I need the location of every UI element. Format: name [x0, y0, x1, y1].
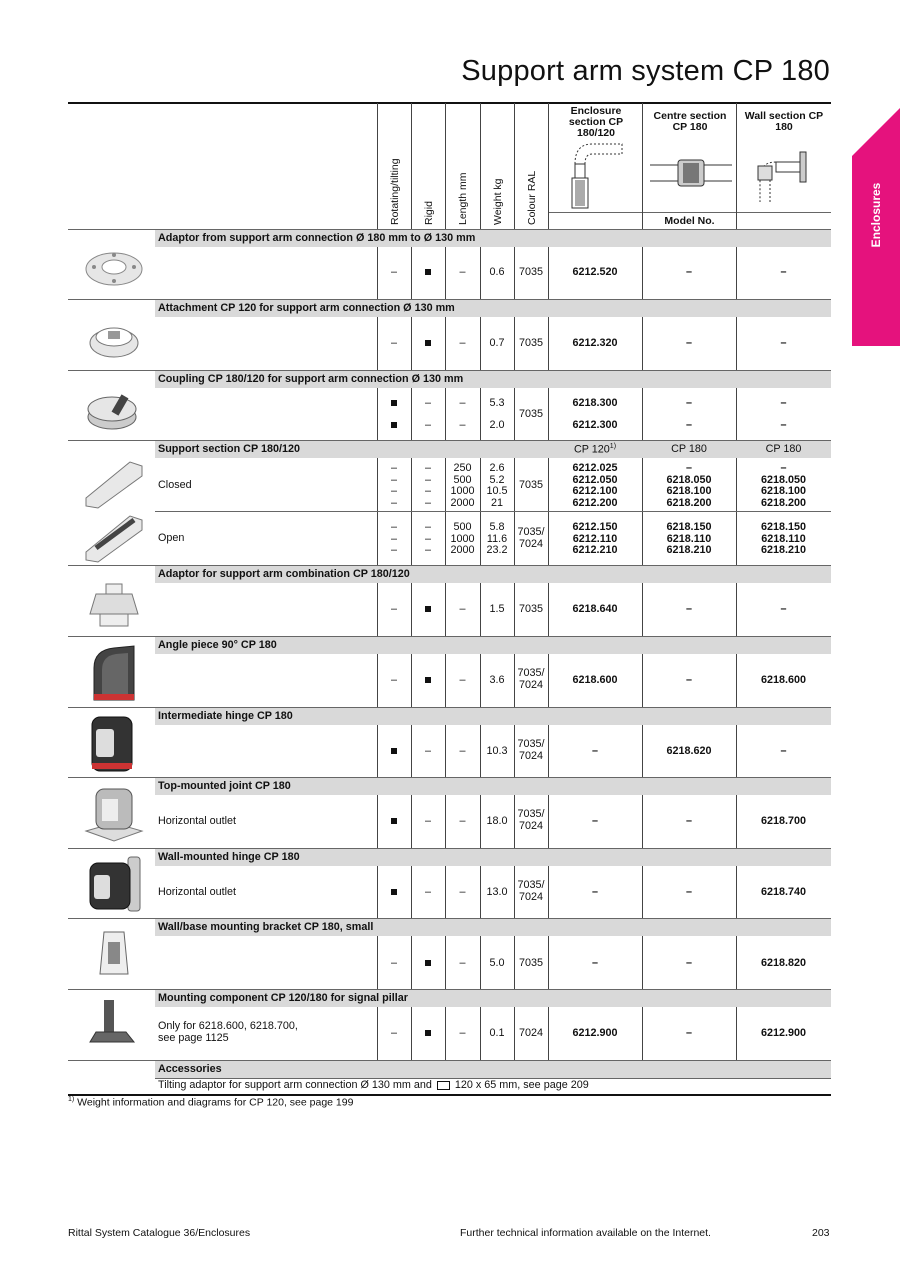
- support-open-rotating: – – –: [390, 521, 397, 556]
- footer-catalogue: Rittal System Catalogue 36/Enclosures: [68, 1227, 251, 1239]
- filled-square-icon: [425, 269, 431, 275]
- coupling-weight-2: 2.0: [489, 419, 505, 431]
- support-open-weight: 5.8 11.6 23.2: [486, 521, 508, 556]
- group-title: Adaptor for support arm combination CP 180/120: [158, 568, 410, 580]
- group-title: Angle piece 90° CP 180: [158, 639, 277, 651]
- group-title: Intermediate hinge CP 180: [158, 710, 293, 722]
- support-closed-ral: 7035: [518, 479, 544, 491]
- angle-length: –: [459, 674, 466, 686]
- support-closed-centre: – 6218.050 6218.100 6218.200: [666, 462, 712, 509]
- table-top-rule: [68, 102, 831, 104]
- topjoint-length: –: [459, 815, 466, 827]
- angle-wall: 6218.600: [760, 674, 807, 686]
- attachment-rotating: –: [390, 337, 397, 349]
- wallhinge-rotating: [377, 886, 411, 898]
- group-title: Attachment CP 120 for support arm connection Ø 130 mm: [158, 302, 455, 314]
- mounting-weight: 0.1: [489, 1027, 505, 1039]
- mounting-label: Only for 6218.600, 6218.700, see page 1125: [158, 1020, 298, 1044]
- coupling-wall-1: –: [780, 397, 787, 409]
- topjoint-enclosure: –: [591, 815, 598, 827]
- hinge-weight: 10.3: [486, 745, 508, 757]
- filled-square-icon: [425, 677, 431, 683]
- product-image-bracket: [82, 928, 146, 980]
- filled-square-icon: [391, 889, 397, 895]
- coupling-ral: 7035: [518, 408, 544, 420]
- coupling-weight-1: 5.3: [489, 397, 505, 409]
- mounting-rotating: –: [390, 1027, 397, 1039]
- mounting-rigid: [411, 1027, 445, 1039]
- mounting-centre: –: [685, 1027, 692, 1039]
- product-image-attachment: [82, 315, 146, 365]
- hinge-rotating: [377, 745, 411, 757]
- attachment-ral: 7035: [518, 337, 544, 349]
- footer-info: Further technical information available on the Internet.: [460, 1227, 711, 1239]
- support-closed-rotating: – – – –: [390, 462, 397, 509]
- filled-square-icon: [391, 748, 397, 754]
- centre-section-diagram: [648, 155, 734, 191]
- accessories-title: Accessories: [158, 1063, 222, 1075]
- angle-enclosure: 6218.600: [572, 674, 618, 686]
- accessories-text: Tilting adaptor for support arm connection Ø 130 mm and 120 x 65 mm, see page 209: [158, 1079, 589, 1091]
- support-open-centre: 6218.150 6218.110 6218.210: [666, 521, 712, 556]
- row-divider: [155, 511, 831, 512]
- bracket-weight: 5.0: [489, 957, 505, 969]
- adaptor-ral: 7035: [518, 266, 544, 278]
- group-title: Coupling CP 180/120 for support arm connection Ø 130 mm: [158, 373, 464, 385]
- wallhinge-enclosure: –: [591, 886, 598, 898]
- filled-square-icon: [391, 818, 397, 824]
- bracket-rotating: –: [390, 957, 397, 969]
- filled-square-icon: [391, 422, 397, 428]
- product-image-hinge: [82, 713, 146, 775]
- col-rotating-header: Rotating/tilting: [389, 158, 401, 225]
- col-rigid-header: Rigid: [423, 201, 435, 225]
- combination-centre: –: [685, 603, 692, 615]
- topjoint-centre: –: [685, 815, 692, 827]
- topjoint-wall: 6218.700: [760, 815, 807, 827]
- bracket-rigid: [411, 957, 445, 969]
- coupling-rotating-2: [377, 419, 411, 431]
- topjoint-ral: 7035/ 7024: [517, 808, 545, 832]
- filled-square-icon: [425, 340, 431, 346]
- adaptor-centre: –: [685, 266, 692, 278]
- support-centre-label: CP 180: [671, 443, 707, 455]
- col-wall-header: Wall section CP 180: [744, 110, 824, 133]
- product-image-mounting: [82, 996, 146, 1048]
- product-image-coupling: [82, 385, 146, 435]
- wallhinge-weight: 13.0: [486, 886, 508, 898]
- support-open-ral: 7035/ 7024: [517, 526, 545, 550]
- combination-rigid: [411, 603, 445, 615]
- attachment-centre: –: [685, 337, 692, 349]
- topjoint-rotating: [377, 815, 411, 827]
- support-open-rigid: – – –: [424, 521, 431, 556]
- product-image-support-open: [82, 512, 146, 564]
- wallhinge-label: Horizontal outlet: [158, 886, 237, 898]
- wall-section-diagram: [752, 148, 812, 206]
- bracket-length: –: [459, 957, 466, 969]
- group-header-bar: [155, 1061, 831, 1078]
- coupling-length-1: –: [459, 397, 466, 409]
- topjoint-weight: 18.0: [486, 815, 508, 827]
- section-tab-label-wrap: [856, 170, 896, 260]
- product-image-topjoint: [82, 783, 146, 845]
- col-weight-header: Weight kg: [492, 178, 504, 225]
- filled-square-icon: [425, 606, 431, 612]
- coupling-centre-2: –: [685, 419, 692, 431]
- attachment-enclosure: 6212.320: [572, 337, 618, 349]
- col-centre-header: Centre section CP 180: [653, 110, 727, 133]
- adaptor-rotating: –: [390, 266, 397, 278]
- product-image-adaptor: [82, 245, 146, 295]
- support-closed-enclosure: 6212.025 6212.050 6212.100 6212.200: [572, 462, 618, 509]
- adaptor-weight: 0.6: [489, 266, 505, 278]
- mounting-enclosure: 6212.900: [572, 1027, 618, 1039]
- support-closed-rigid: – – – –: [424, 462, 431, 509]
- wallhinge-length: –: [459, 886, 466, 898]
- mounting-wall: 6212.900: [760, 1027, 807, 1039]
- footnote: $^{1)}$ Weight information and diagrams for CP 120, see page 199: [68, 1096, 354, 1109]
- wallhinge-ral: 7035/ 7024: [517, 879, 545, 903]
- group-title: Mounting component CP 120/180 for signal pillar: [158, 992, 408, 1004]
- angle-centre: –: [685, 674, 692, 686]
- hinge-centre: 6218.620: [666, 745, 712, 757]
- hinge-rigid: –: [424, 745, 431, 757]
- wallhinge-rigid: –: [424, 886, 431, 898]
- attachment-length: –: [459, 337, 466, 349]
- topjoint-label: Horizontal outlet: [158, 815, 237, 827]
- filled-square-icon: [425, 1030, 431, 1036]
- topjoint-rigid: –: [424, 815, 431, 827]
- attachment-wall: –: [780, 337, 787, 349]
- attachment-rigid: [411, 337, 445, 349]
- group-title: Wall-mounted hinge CP 180: [158, 851, 300, 863]
- coupling-length-2: –: [459, 419, 466, 431]
- col-length-header: Length mm: [457, 172, 469, 225]
- angle-rigid: [411, 674, 445, 686]
- support-enclosure-label: CP 120$^{1)}$: [573, 443, 617, 456]
- support-closed-length: 250 500 1000 2000: [450, 462, 475, 509]
- section-tab-label: Enclosures: [869, 182, 883, 248]
- support-open-enclosure: 6212.150 6212.110 6212.210: [572, 521, 618, 556]
- angle-weight: 3.6: [489, 674, 505, 686]
- group-title: Wall/base mounting bracket CP 180, small: [158, 921, 374, 933]
- coupling-rigid-2: –: [424, 419, 431, 431]
- combination-wall: –: [780, 603, 787, 615]
- support-open-wall: 6218.150 6218.110 6218.210: [760, 521, 807, 556]
- coupling-centre-1: –: [685, 397, 692, 409]
- bracket-enclosure: –: [591, 957, 598, 969]
- hinge-wall: –: [780, 745, 787, 757]
- combination-weight: 1.5: [489, 603, 505, 615]
- group-title: Top-mounted joint CP 180: [158, 780, 291, 792]
- combination-enclosure: 6218.640: [572, 603, 618, 615]
- group-title: Support section CP 180/120: [158, 443, 301, 455]
- rectangle-icon: [437, 1081, 450, 1090]
- hinge-length: –: [459, 745, 466, 757]
- adaptor-wall: –: [780, 266, 787, 278]
- mounting-length: –: [459, 1027, 466, 1039]
- angle-ral: 7035/ 7024: [517, 667, 545, 691]
- enclosure-section-diagram: [562, 140, 626, 210]
- adaptor-rigid: [411, 266, 445, 278]
- support-closed-weight: 2.6 5.2 10.5 21: [486, 462, 508, 509]
- hinge-ral: 7035/ 7024: [517, 738, 545, 762]
- product-image-angle: [82, 642, 146, 704]
- page-number: 203: [812, 1227, 830, 1239]
- coupling-rigid-1: –: [424, 397, 431, 409]
- combination-length: –: [459, 603, 466, 615]
- support-closed-label: Closed: [158, 479, 192, 491]
- angle-rotating: –: [390, 674, 397, 686]
- product-image-combination: [82, 580, 146, 632]
- attachment-weight: 0.7: [489, 337, 505, 349]
- col-enclosure-header: Enclosure section CP 180/120: [568, 105, 624, 139]
- hinge-enclosure: –: [591, 745, 598, 757]
- support-open-length: 500 1000 2000: [450, 521, 475, 556]
- mounting-ral: 7024: [518, 1027, 544, 1039]
- model-no-header: Model No.: [664, 215, 715, 227]
- support-wall-label: CP 180: [765, 443, 802, 455]
- combination-ral: 7035: [518, 603, 544, 615]
- filled-square-icon: [391, 400, 397, 406]
- product-image-support-closed: [82, 458, 146, 510]
- support-open-label: Open: [158, 532, 185, 544]
- wallhinge-wall: 6218.740: [760, 886, 807, 898]
- combination-rotating: –: [390, 603, 397, 615]
- model-rule: [548, 212, 831, 213]
- coupling-rotating-1: [377, 397, 411, 409]
- coupling-enclosure-1: 6218.300: [572, 397, 618, 409]
- bracket-centre: –: [685, 957, 692, 969]
- product-image-wallhinge: [82, 853, 146, 915]
- group-title: Adaptor from support arm connection Ø 180 mm to Ø 130 mm: [158, 232, 476, 244]
- page-title: Support arm system CP 180: [461, 55, 830, 87]
- adaptor-enclosure: 6212.520: [572, 266, 618, 278]
- support-closed-wall: – 6218.050 6218.100 6218.200: [760, 462, 807, 509]
- bracket-ral: 7035: [518, 957, 544, 969]
- coupling-wall-2: –: [780, 419, 787, 431]
- adaptor-length: –: [459, 266, 466, 278]
- col-ral-header: Colour RAL: [526, 170, 538, 225]
- coupling-enclosure-2: 6212.300: [572, 419, 618, 431]
- wallhinge-centre: –: [685, 886, 692, 898]
- filled-square-icon: [425, 960, 431, 966]
- bracket-wall: 6218.820: [760, 957, 807, 969]
